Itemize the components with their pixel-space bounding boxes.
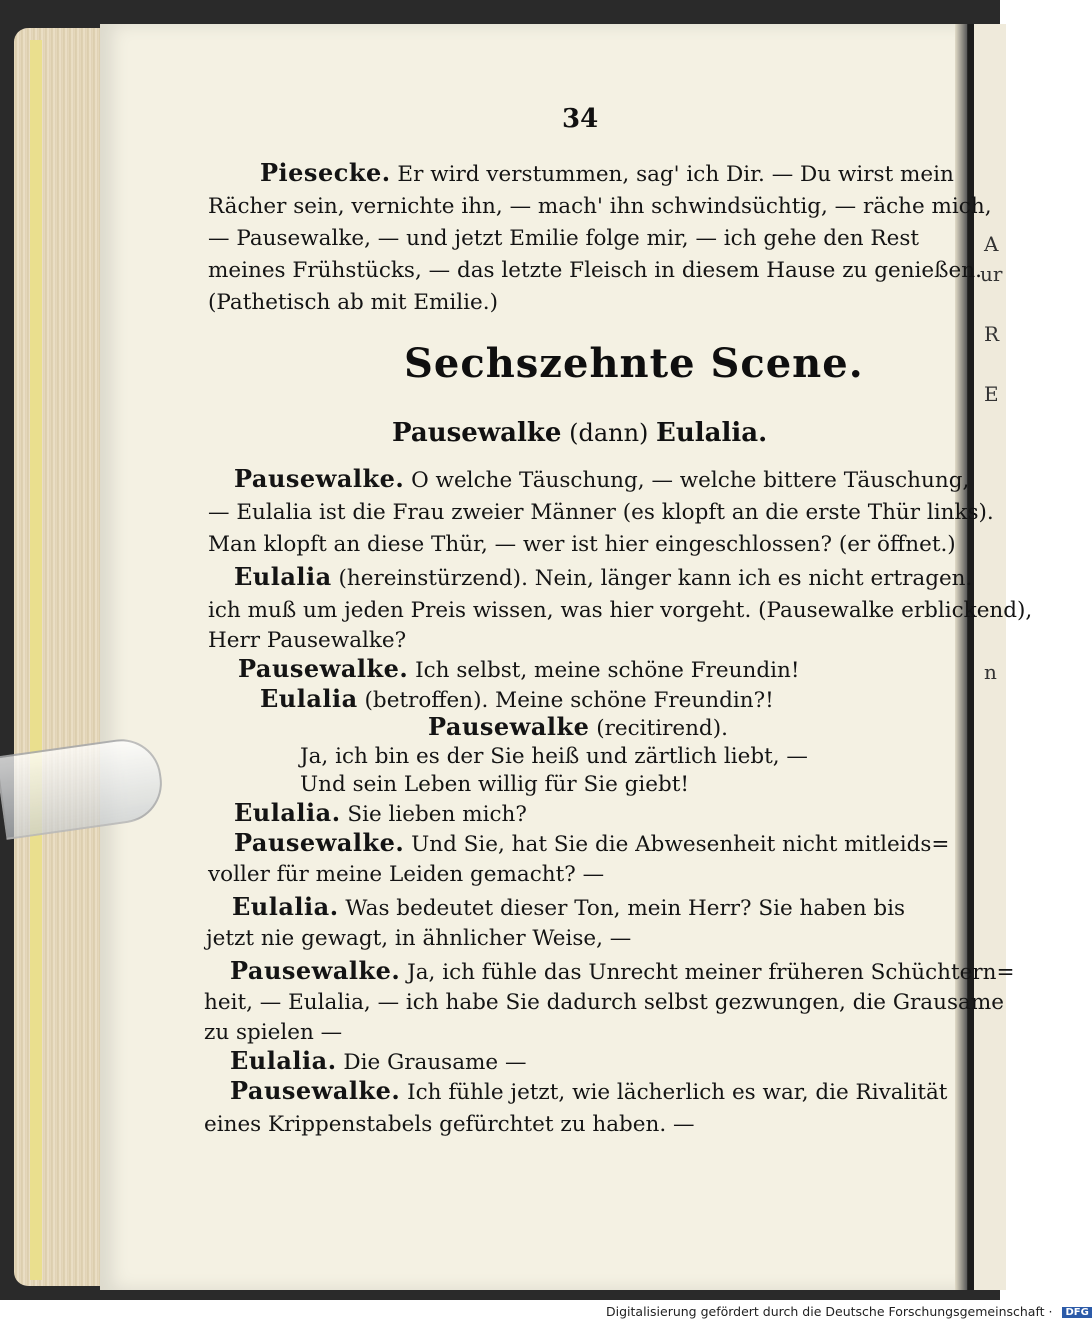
speaker-name: Pausewalke [428, 712, 590, 741]
line-text: Ja, ich bin es der Sie heiß und zärtlich liebt, — [300, 744, 808, 769]
line-text: eines Krippenstabels gefürchtet zu haben. — [204, 1112, 695, 1137]
line-text: Herr Pausewalke? [208, 628, 407, 653]
bleed-letter: ur [980, 262, 1003, 286]
line-text: voller für meine Leiden gemacht? — [208, 862, 605, 887]
page-edge-yellow [30, 40, 42, 1280]
speaker-name: Eulalia [234, 562, 332, 591]
speaker-name: Eulalia. [230, 1046, 337, 1075]
digitization-credit: Digitalisierung gefördert durch die Deutsche Forschungsgemeinschaft · DFG [606, 1304, 1092, 1319]
text-line [208, 596, 1032, 626]
line-text: Ja, ich fühle das Unrecht meiner früheren Schüchtern= [400, 960, 1015, 985]
character-name: Eulalia. [656, 418, 768, 448]
line-text: Ich fühle jetzt, wie lächerlich es war, die Rivalität [400, 1080, 948, 1105]
text-line [208, 256, 982, 286]
text-line [234, 798, 527, 830]
line-text: Und Sie, hat Sie die Abwesenheit nicht mitleids= [404, 832, 950, 857]
line-text: Ich selbst, meine schöne Freundin! [408, 658, 800, 683]
credit-text: Digitalisierung gefördert durch die Deutsche Forschungsgemeinschaft [606, 1304, 1045, 1319]
line-text: Er wird verstummen, sag' ich Dir. — Du wirst mein [390, 162, 954, 187]
bleed-letter: A [984, 232, 999, 256]
scene-characters [392, 418, 767, 448]
text-line [232, 892, 905, 924]
text-line [208, 498, 994, 528]
page-number: 34 [562, 104, 599, 134]
text-line [204, 1018, 342, 1048]
text-line [260, 158, 954, 190]
line-text: — Pausewalke, — und jetzt Emilie folge mir, — ich gehe den Rest [208, 226, 920, 251]
text-line [208, 626, 406, 656]
text-line [208, 192, 992, 222]
text-line [208, 288, 498, 318]
text-line [208, 224, 919, 254]
speaker-name: Pausewalke. [234, 464, 405, 493]
text-line [230, 1076, 947, 1108]
text-line [204, 988, 1004, 1018]
speaker-name: Pausewalke. [234, 828, 405, 857]
line-text: jetzt nie gewagt, in ähnlicher Weise, — [206, 926, 632, 951]
line-text: Was bedeutet dieser Ton, mein Herr? Sie haben bis [338, 896, 906, 921]
text-line [208, 860, 604, 890]
line-text: (Pathetisch ab mit Emilie.) [208, 290, 498, 315]
line-text: O welche Täuschung, — welche bittere Täuschung, [404, 468, 970, 493]
text-line [428, 712, 728, 744]
text-line [206, 924, 631, 954]
line-text: heit, — Eulalia, — ich habe Sie dadurch selbst gezwungen, die Grausame [204, 990, 1004, 1015]
speaker-name: Eulalia. [234, 798, 341, 827]
text-line [300, 770, 689, 800]
line-text: (hereinstürzend). Nein, länger kann ich es nicht ertragen. [331, 566, 973, 591]
speaker-name: Pausewalke. [230, 1076, 401, 1105]
bleed-letter: E [984, 382, 999, 406]
line-text: Die Grausame — [336, 1050, 527, 1075]
speaker-name: Piesecke. [260, 158, 391, 187]
text-line [208, 530, 956, 560]
speaker-name: Eulalia [260, 684, 358, 713]
line-text: (betroffen). Meine schöne Freundin?! [357, 688, 774, 713]
speaker-name: Pausewalke. [238, 654, 409, 683]
line-text: Rächer sein, vernichte ihn, — mach' ihn schwindsüchtig, — räche mich, [208, 194, 992, 219]
character-name: Pausewalke [392, 418, 562, 448]
bleed-letter: R [984, 322, 1000, 346]
scene-title: Sechszehnte Scene. [404, 340, 864, 387]
line-text: Man klopft an diese Thür, — wer ist hier eingeschlossen? (er öffnet.) [208, 532, 956, 557]
line-text: meines Frühstücks, — das letzte Fleisch in diesem Hause zu genießen. [208, 258, 982, 283]
text-line [300, 742, 808, 772]
text-line [230, 956, 1015, 988]
text-line [234, 562, 972, 594]
line-text: (recitirend). [589, 716, 728, 741]
bleed-letter: n [984, 660, 997, 684]
text-line [230, 1046, 526, 1078]
line-text: ich muß um jeden Preis wissen, was hier vorgeht. (Pausewalke erblickend), [208, 598, 1033, 623]
line-text: zu spielen — [204, 1020, 343, 1045]
text-line [238, 654, 799, 686]
text-line [234, 828, 949, 860]
character-connector: (dann) [569, 419, 649, 447]
speaker-name: Pausewalke. [230, 956, 401, 985]
line-text: Und sein Leben willig für Sie giebt! [300, 772, 690, 797]
line-text: Sie lieben mich? [340, 802, 527, 827]
line-text: — Eulalia ist die Frau zweier Männer (es klopft an die erste Thür links). [208, 500, 994, 525]
text-line [204, 1110, 695, 1140]
dfg-logo: DFG [1062, 1307, 1091, 1318]
speaker-name: Eulalia. [232, 892, 339, 921]
text-line [234, 464, 969, 496]
